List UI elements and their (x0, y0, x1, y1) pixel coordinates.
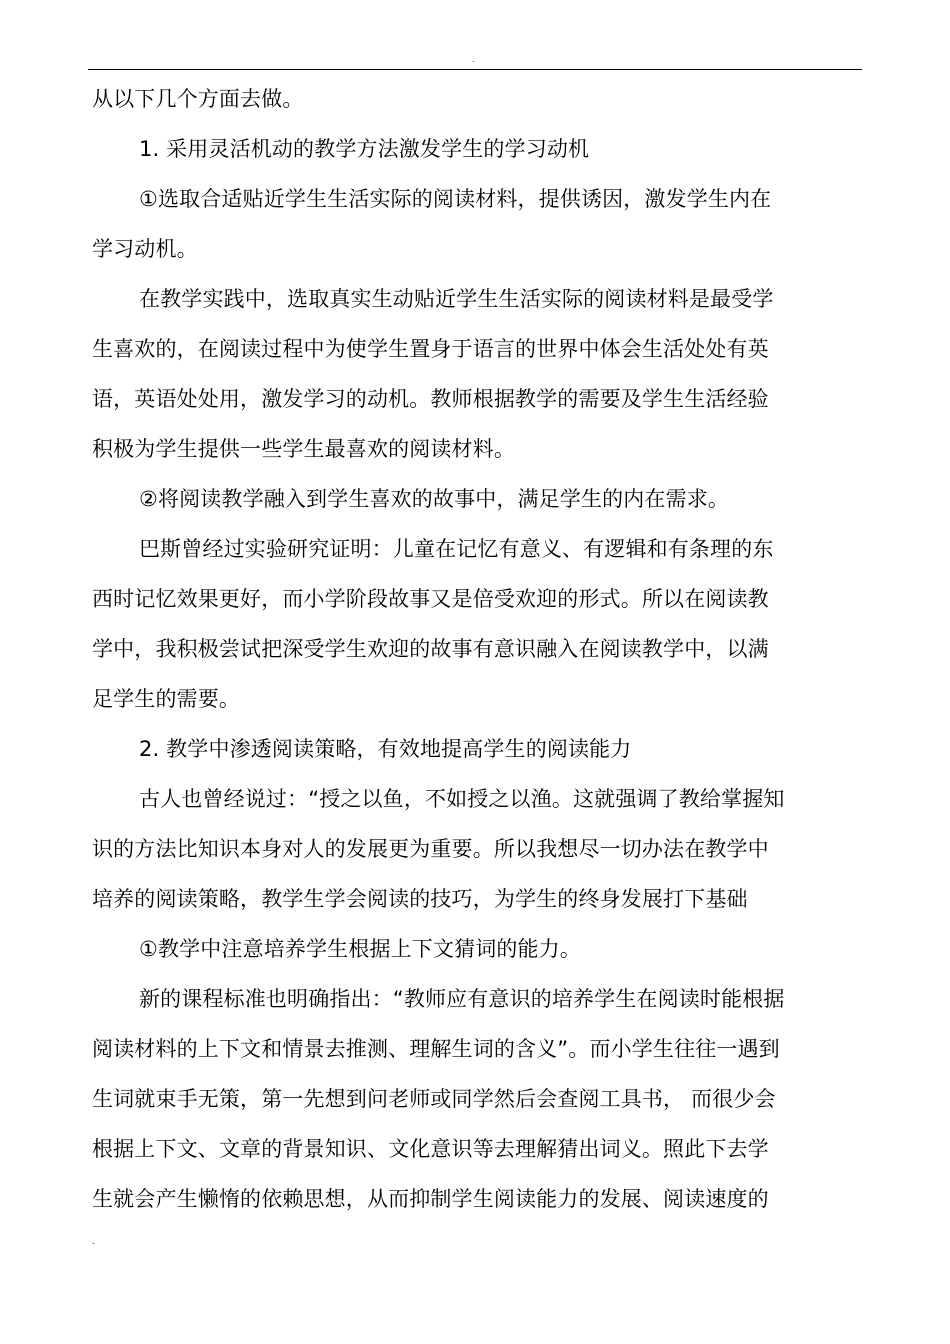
text-line: ①教学中注意培养学生根据上下文猜词的能力。 (139, 937, 581, 961)
text-line: 语，英语处处用，激发学习的动机。教师根据教学的需要及学生生活经验 (92, 387, 769, 411)
text-line: 2. 教学中渗透阅读策略，有效地提高学生的阅读能力 (139, 737, 632, 761)
header-dot: . (472, 55, 475, 64)
header-rule (88, 69, 862, 70)
text-line: 生词就束手无策，第一先想到问老师或同学然后会查阅工具书， 而很少会 (92, 1087, 776, 1111)
footer-dot: . (92, 1237, 95, 1246)
text-line: 生就会产生懒惰的依赖思想，从而抑制学生阅读能力的发展、阅读速度的 (92, 1187, 769, 1211)
text-line: 古人也曾经说过：“授之以鱼，不如授之以渔。这就强调了教给掌握知 (139, 787, 785, 811)
text-line: 西时记忆效果更好，而小学阶段故事又是倍受欢迎的形式。所以在阅读教 (92, 587, 769, 611)
text-line: 1. 采用灵活机动的教学方法激发学生的学习动机 (139, 137, 590, 161)
text-line: 在教学实践中，选取真实生动贴近学生生活实际的阅读材料是最受学 (139, 287, 774, 311)
text-line: 学习动机。 (92, 237, 198, 261)
text-line: 生喜欢的，在阅读过程中为使学生置身于语言的世界中体会生活处处有英 (92, 337, 769, 361)
text-line: 新的课程标准也明确指出：“教师应有意识的培养学生在阅读时能根据 (139, 987, 785, 1011)
text-line: ①选取合适贴近学生生活实际的阅读材料，提供诱因，激发学生内在 (139, 187, 772, 211)
text-line: 从以下几个方面去做。 (92, 87, 304, 111)
text-line: ②将阅读教学融入到学生喜欢的故事中，满足学生的内在需求。 (139, 487, 730, 511)
text-line: 积极为学生提供一些学生最喜欢的阅读材料。 (92, 437, 515, 461)
document-body (92, 74, 858, 1224)
text-line: 学中，我积极尝试把深受学生欢迎的故事有意识融入在阅读教学中，以满 (92, 637, 769, 661)
text-line: 巴斯曾经过实验研究证明：儿童在记忆有意义、有逻辑和有条理的东 (139, 537, 774, 561)
text-line: 培养的阅读策略，教学生学会阅读的技巧，为学生的终身发展打下基础 (92, 887, 748, 911)
text-line: 阅读材料的上下文和情景去推测、理解生词的含义”。而小学生往往一遇到 (92, 1037, 780, 1061)
text-line: 足学生的需要。 (92, 687, 241, 711)
text-line: 识的方法比知识本身对人的发展更为重要。所以我想尽一切办法在教学中 (92, 837, 769, 861)
text-line: 根据上下文、文章的背景知识、文化意识等去理解猜出词义。照此下去学 (92, 1137, 769, 1161)
